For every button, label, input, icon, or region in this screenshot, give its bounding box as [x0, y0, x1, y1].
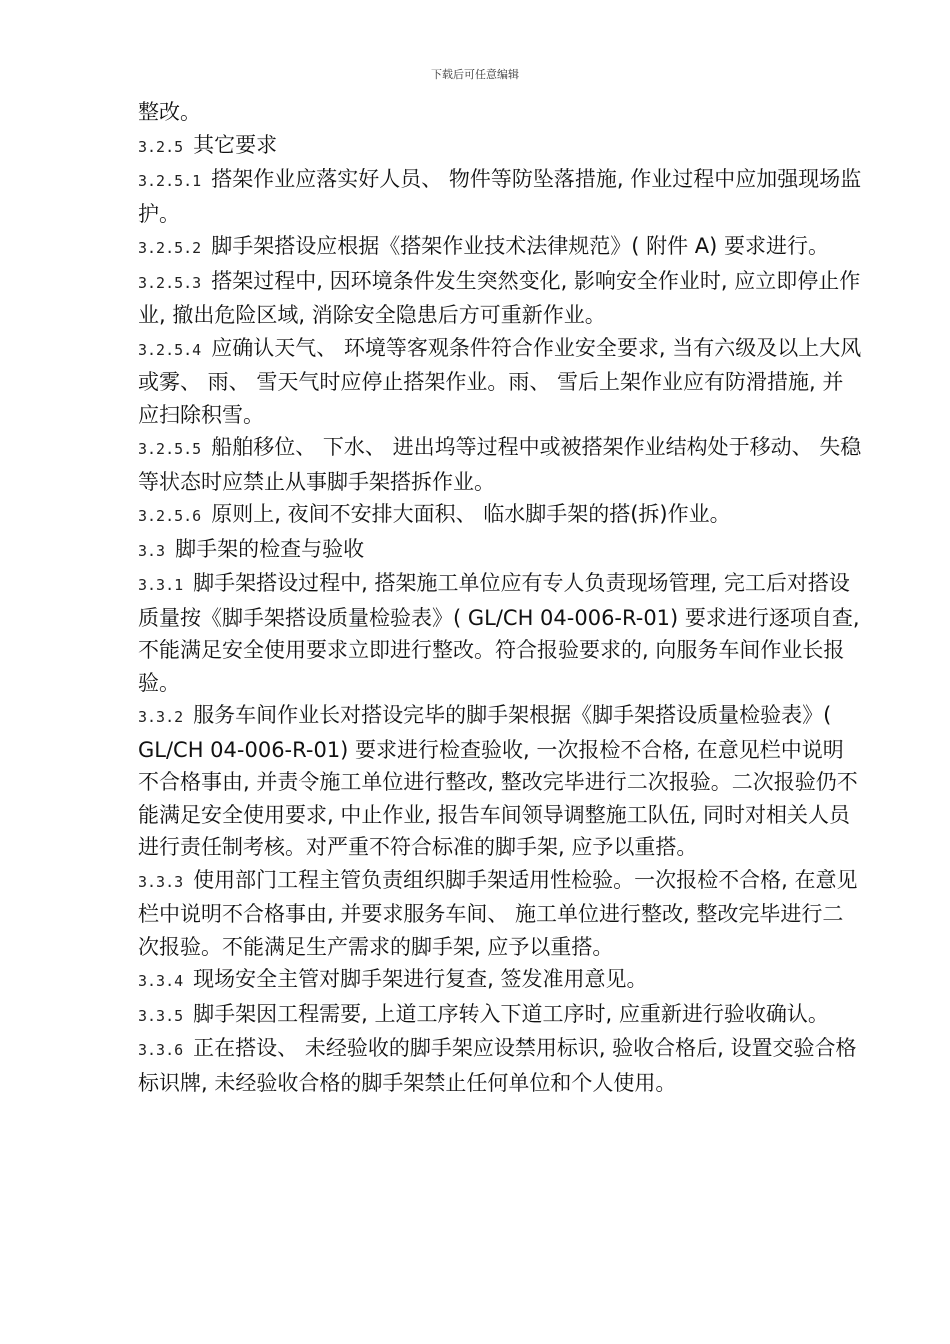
paragraph-continuation [138, 96, 862, 129]
clause-number: 3.3.4 [138, 972, 184, 990]
clause-text: 搭架过程中, 因环境条件发生突然变化, 影响安全作业时, 应立即停止作业, 撤出危险区域, 消除安全隐患后方可重新作业。 [138, 268, 861, 327]
clause-number: 3.2.5.5 [138, 440, 202, 458]
clause-3-2-5-6 [138, 498, 862, 533]
section-heading-3-2-5 [138, 129, 862, 164]
clause-text: 应确认天气、 环境等客观条件符合作业安全要求, 当有六级及以上大风或雾、 雨、 雪天气时应停止搭架作业。雨、 雪后上架作业应有防滑措施, 并应扫除积雪。 [138, 335, 862, 427]
clause-text: 脚手架因工程需要, 上道工序转入下道工序时, 应重新进行验收确认。 [193, 1001, 829, 1026]
clause-number: 3.3.5 [138, 1006, 184, 1025]
clause-text: 脚手架搭设应根据《搭架作业技术法律规范》( 附件 A) 要求进行。 [211, 234, 829, 258]
paragraph-text: 整改。 [138, 100, 201, 124]
document-body [138, 96, 862, 1099]
clause-text: 原则上, 夜间不安排大面积、 临水脚手架的搭(拆)作业。 [211, 502, 731, 526]
page-header: 下载后可任意编辑 [431, 68, 519, 81]
clause-3-2-5-3 [138, 265, 862, 332]
clause-text: 服务车间作业长对搭设完毕的脚手架根据《脚手架搭设质量检验表》( GL/CH 04-006-R-01) 要求进行检查验收, 一次报检不合格, 在意见栏中说明不合格事由, 并责令施工单位进行整改, 整改完毕进行二次报验。二次报验仍不能满足安全使用要求, 中止作业, 报告车间领导调整施工队伍, 同时对相关人员进行责任制考核。对严重不符合标准的脚手架, 应予以重搭。 [138, 703, 858, 859]
clause-3-3-1 [138, 567, 862, 699]
clause-number: 3.3.1 [138, 576, 184, 594]
clause-number: 3.2.5.4 [138, 340, 202, 359]
clause-text: 脚手架搭设过程中, 搭架施工单位应有专人负责现场管理, 完工后对搭设质量按《脚手架搭设质量检验表》( GL/CH 04-006-R-01) 要求进行逐项自查, 不能满足安全使用要求立即进行整改。符合报验要求的, 向服务车间作业长报验。 [138, 571, 860, 695]
clause-3-2-5-5 [138, 431, 862, 498]
clause-3-3-3 [138, 864, 862, 964]
clause-3-3-5 [138, 998, 862, 1033]
clause-number: 3.2.5.2 [138, 239, 202, 257]
clause-number: 3.3.6 [138, 1041, 184, 1059]
clause-text: 现场安全主管对脚手架进行复查, 签发准用意见。 [193, 967, 648, 991]
clause-text: 正在搭设、 未经验收的脚手架应设禁用标识, 验收合格后, 设置交验合格标识牌, 未经验收合格的脚手架禁止任何单位和个人使用。 [138, 1036, 857, 1095]
clause-number: 3.3.2 [138, 708, 184, 726]
clause-3-2-5-1 [138, 163, 862, 230]
clause-3-3-6 [138, 1032, 862, 1099]
clause-number: 3.3.3 [138, 872, 184, 891]
clause-text: 搭架作业应落实好人员、 物件等防坠落措施, 作业过程中应加强现场监护。 [138, 167, 862, 226]
clause-number: 3.2.5.6 [138, 507, 202, 525]
clause-3-2-5-4 [138, 332, 862, 432]
clause-number: 3.2.5.1 [138, 172, 202, 190]
clause-3-3-2 [138, 699, 862, 864]
section-title: 脚手架的检查与验收 [175, 536, 365, 561]
clause-number: 3.2.5.3 [138, 273, 202, 292]
section-title: 其它要求 [193, 132, 278, 157]
section-heading-3-3 [138, 533, 862, 568]
section-number: 3.2.5 [138, 137, 184, 156]
clause-3-2-5-2 [138, 230, 862, 265]
clause-text: 船舶移位、 下水、 进出坞等过程中或被搭架作业结构处于移动、 失稳等状态时应禁止从事脚手架搭拆作业。 [138, 435, 862, 494]
clause-3-3-4 [138, 963, 862, 998]
clause-text: 使用部门工程主管负责组织脚手架适用性检验。一次报检不合格, 在意见栏中说明不合格事由, 并要求服务车间、 施工单位进行整改, 整改完毕进行二次报验。不能满足生产需求的脚手架, 应予以重搭。 [138, 867, 858, 959]
section-number: 3.3 [138, 541, 166, 560]
